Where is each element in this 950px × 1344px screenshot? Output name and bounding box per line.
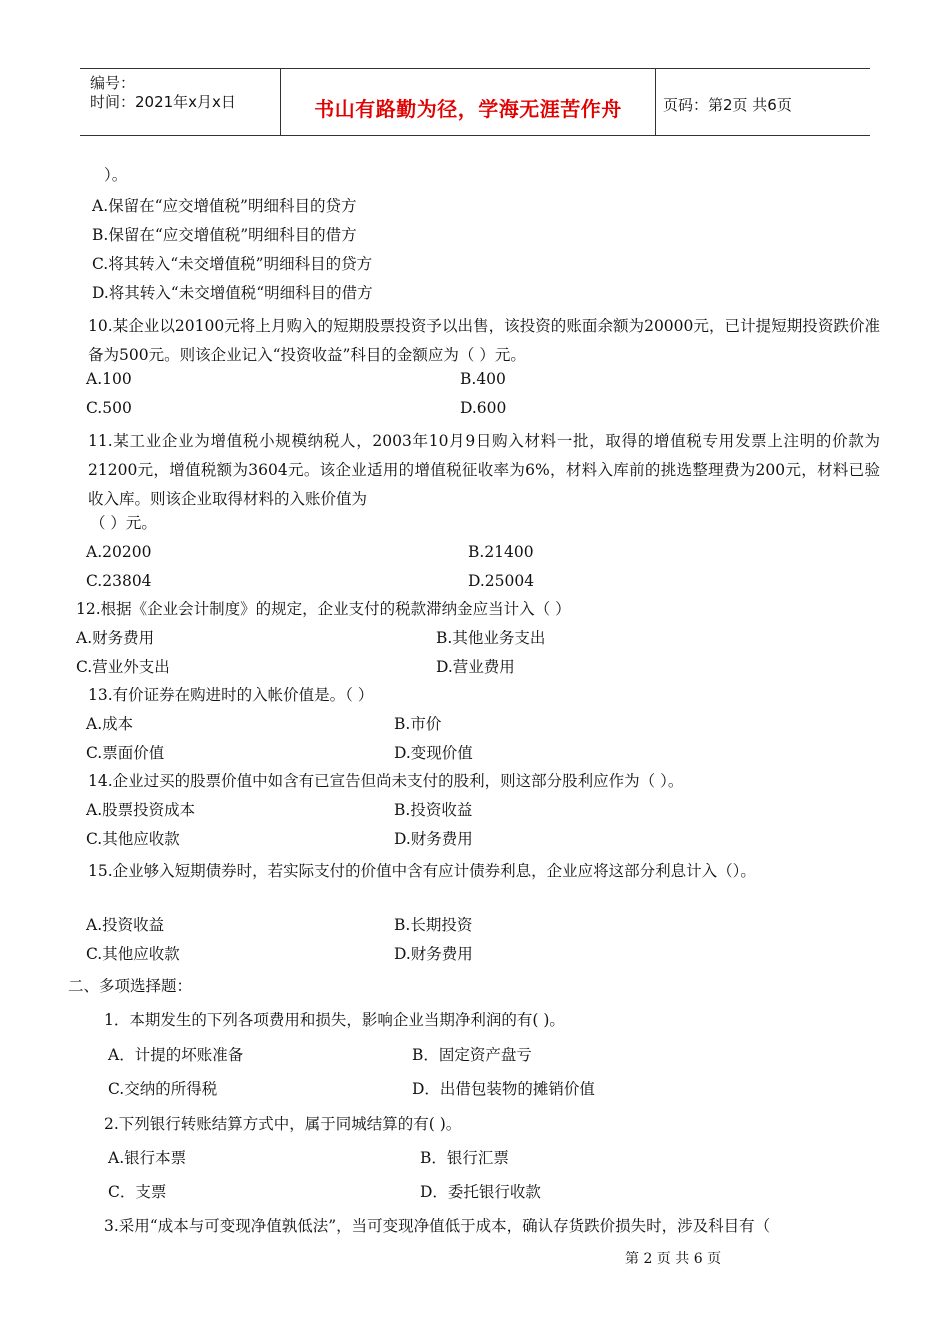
q15-option-c: C.其他应收款 <box>86 945 180 963</box>
multi-question-1: 1．本期发生的下列各项费用和损失，影响企业当期净利润的有( )。 <box>104 1011 565 1029</box>
q11-option-c: C.23804 <box>86 572 152 590</box>
q11-option-a: A.20200 <box>86 543 152 561</box>
q14-option-a: A.股票投资成本 <box>86 801 196 819</box>
multi-question-2: 2.下列银行转账结算方式中，属于同城结算的有( )。 <box>104 1115 462 1133</box>
m2-option-b: B．银行汇票 <box>420 1149 509 1167</box>
option-c: C.将其转入“未交增值税”明细科目的贷方 <box>92 255 373 273</box>
q15-option-d: D.财务费用 <box>394 945 473 963</box>
q10-option-d: D.600 <box>460 399 507 417</box>
q14-option-d: D.财务费用 <box>394 830 473 848</box>
question-14: 14.企业过买的股票价值中如含有已宣告但尚未支付的股利，则这部分股利应作为（ ）。 <box>88 772 684 790</box>
header-motto-cell <box>280 69 656 135</box>
section-heading-multiple-choice: 二、多项选择题： <box>68 977 193 995</box>
q15-option-a: A.投资收益 <box>86 916 165 934</box>
q13-option-c: C.票面价值 <box>86 744 165 762</box>
m2-option-c: C．支票 <box>108 1183 167 1201</box>
header-page-cell <box>655 69 870 135</box>
q13-option-d: D.变现价值 <box>394 744 473 762</box>
header-motto: 书山有路勤为径，学海无涯苦作舟 <box>314 97 622 121</box>
question-continuation: ）。 <box>104 166 128 184</box>
question-13: 13.有价证券在购进时的入帐价值是。（ ） <box>88 686 374 704</box>
m1-option-b: B．固定资产盘亏 <box>412 1046 532 1064</box>
document-number-label: 编号： <box>90 74 136 92</box>
m2-option-d: D．委托银行收款 <box>420 1183 541 1201</box>
option-a: A.保留在“应交增值税”明细科目的贷方 <box>92 197 357 215</box>
q10-option-b: B.400 <box>460 370 506 388</box>
q12-option-d: D.营业费用 <box>436 658 515 676</box>
option-b: B.保留在“应交增值税”明细科目的借方 <box>92 226 357 244</box>
multi-question-3: 3.采用“成本与可变现净值孰低法”，当可变现净值低于成本，确认存货跌价损失时，涉及科目有（ <box>104 1217 771 1235</box>
page-header <box>80 68 870 136</box>
q15-option-b: B.长期投资 <box>394 916 473 934</box>
q10-option-c: C.500 <box>86 399 132 417</box>
m1-option-d: D．出借包装物的摊销价值 <box>412 1080 595 1098</box>
q14-option-c: C.其他应收款 <box>86 830 180 848</box>
q11-answer-blank: （ ）元。 <box>90 514 157 532</box>
m1-option-a: A．计提的坏账准备 <box>108 1046 244 1064</box>
m1-option-c: C.交纳的所得税 <box>108 1080 218 1098</box>
question-11: 11.某工业企业为增值税小规模纳税人，2003年10月9日购入材料一批，取得的增值税专用发票上注明的价款为21200元，增值税额为3604元。该企业适用的增值税征收率为6%，材料入库前的挑选整理费为200元，材料已验收入库。则该企业取得材料的入账价值为 <box>88 432 880 508</box>
page-footer: 第 2 页 共 6 页 <box>625 1251 722 1267</box>
header-meta-cell <box>80 69 280 135</box>
question-15: 15.企业够入短期债券时，若实际支付的价值中含有应计债券利息，企业应将这部分利息计入（）。 <box>88 862 756 880</box>
q14-option-b: B.投资收益 <box>394 801 473 819</box>
question-10: 10.某企业以20100元将上月购入的短期股票投资予以出售，该投资的账面余额为20000元，已计提短期投资跌价准备为500元。则该企业记入“投资收益”科目的金额应为（ ）元。 <box>88 317 880 364</box>
q12-option-a: A.财务费用 <box>76 629 155 647</box>
q10-option-a: A.100 <box>86 370 132 388</box>
question-12: 12.根据《企业会计制度》的规定，企业支付的税款滞纳金应当计入（ ） <box>76 600 571 618</box>
document-date-label: 时间：2021年x月x日 <box>90 93 236 111</box>
q11-option-d: D.25004 <box>468 572 535 590</box>
q13-option-a: A.成本 <box>86 715 134 733</box>
q11-option-b: B.21400 <box>468 543 534 561</box>
m2-option-a: A.银行本票 <box>108 1149 187 1167</box>
q12-option-c: C.营业外支出 <box>76 658 170 676</box>
option-d: D.将其转入“未交增值税“明细科目的借方 <box>92 284 373 302</box>
q12-option-b: B.其他业务支出 <box>436 629 546 647</box>
q13-option-b: B.市价 <box>394 715 442 733</box>
header-page-info: 页码：第2页 共6页 <box>663 96 792 114</box>
